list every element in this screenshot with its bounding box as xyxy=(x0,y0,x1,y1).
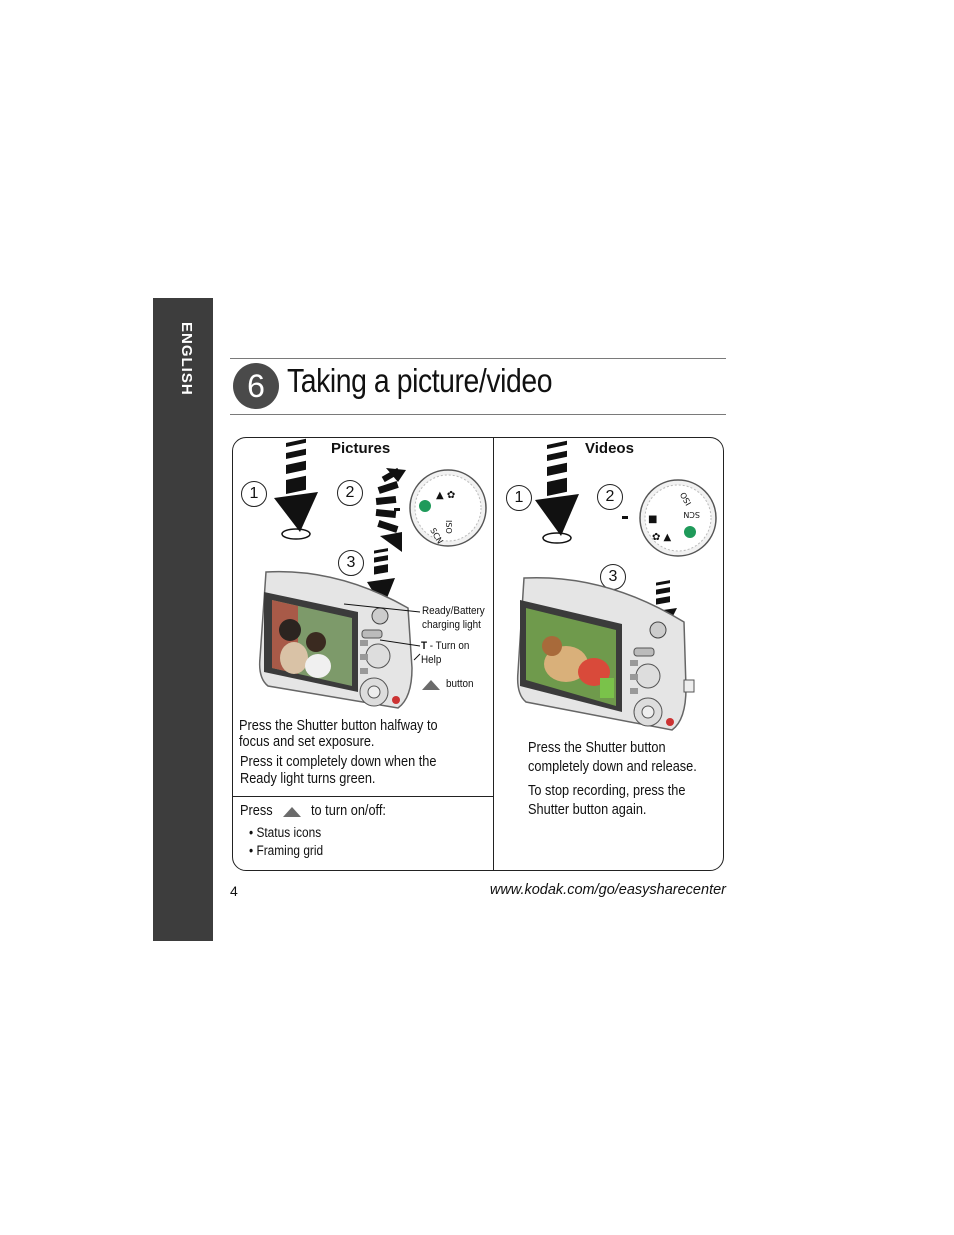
pictures-step-3: 3 xyxy=(338,550,364,576)
page-title: Taking a picture/video xyxy=(287,362,553,399)
videos-heading: Videos xyxy=(585,440,634,457)
header-rule-top xyxy=(230,358,726,359)
videos-step-2: 2 xyxy=(597,484,623,510)
page-number: 4 xyxy=(230,883,238,899)
footer-url: www.kodak.com/go/easysharecenter xyxy=(489,882,726,898)
power-press-arrow-icon xyxy=(272,446,322,544)
bullet-status-icons: • Status icons xyxy=(249,825,322,840)
videos-text-1b: completely down and release. xyxy=(528,759,697,775)
videos-text-2a: To stop recording, press the xyxy=(528,783,686,799)
panel-divider-vertical xyxy=(493,438,494,871)
button-label: button xyxy=(446,678,474,690)
svg-text:ISO: ISO xyxy=(444,520,453,534)
up-triangle-icon-press xyxy=(283,807,301,817)
videos-text-1a: Press the Shutter button xyxy=(528,740,666,756)
pictures-text-2b: Ready light turns green. xyxy=(240,771,376,787)
header-rule-bottom xyxy=(230,414,726,415)
pictures-heading: Pictures xyxy=(331,440,391,457)
video-mode-dial-icon xyxy=(622,478,718,560)
svg-text:SCN: SCN xyxy=(683,510,700,519)
videos-step-1: 1 xyxy=(506,485,532,511)
pictures-text-1b: focus and set exposure. xyxy=(239,734,375,750)
help-label: Help xyxy=(421,654,442,666)
mode-dial-icon xyxy=(372,468,488,554)
language-label: ENGLISH xyxy=(178,322,195,396)
t-key-label xyxy=(421,639,469,653)
pictures-text-2a: Press it completely down when the xyxy=(240,754,437,770)
press-suffix: to turn on/off: xyxy=(311,803,386,819)
pictures-text-1a: Press the Shutter button halfway to xyxy=(239,718,438,734)
svg-text:▲ ✿: ▲ ✿ xyxy=(436,490,456,501)
panel-divider-horizontal xyxy=(233,796,493,797)
video-power-press-arrow-icon xyxy=(533,448,583,548)
videos-text-2b: Shutter button again. xyxy=(528,802,647,818)
callout-lines xyxy=(340,600,430,690)
t-key: T xyxy=(421,640,428,652)
videos-step-3: 3 xyxy=(600,564,626,590)
pictures-step-1: 1 xyxy=(241,481,267,507)
step-number-badge: 6 xyxy=(233,363,279,409)
svg-text:SCN: SCN xyxy=(428,526,445,546)
svg-text:■: ■ xyxy=(648,514,658,525)
svg-text:✿ ▲: ✿ ▲ xyxy=(652,532,672,543)
svg-text:ISO: ISO xyxy=(678,490,694,507)
pictures-step-2: 2 xyxy=(337,480,363,506)
t-key-text: - Turn on xyxy=(427,640,470,652)
video-camera-back-image xyxy=(516,574,698,734)
press-label: Press xyxy=(240,803,273,819)
ready-light-label-2: charging light xyxy=(422,619,481,631)
bullet-framing-grid: • Framing grid xyxy=(249,843,324,858)
ready-light-label-1: Ready/Battery xyxy=(422,605,485,617)
up-triangle-icon xyxy=(422,680,440,690)
